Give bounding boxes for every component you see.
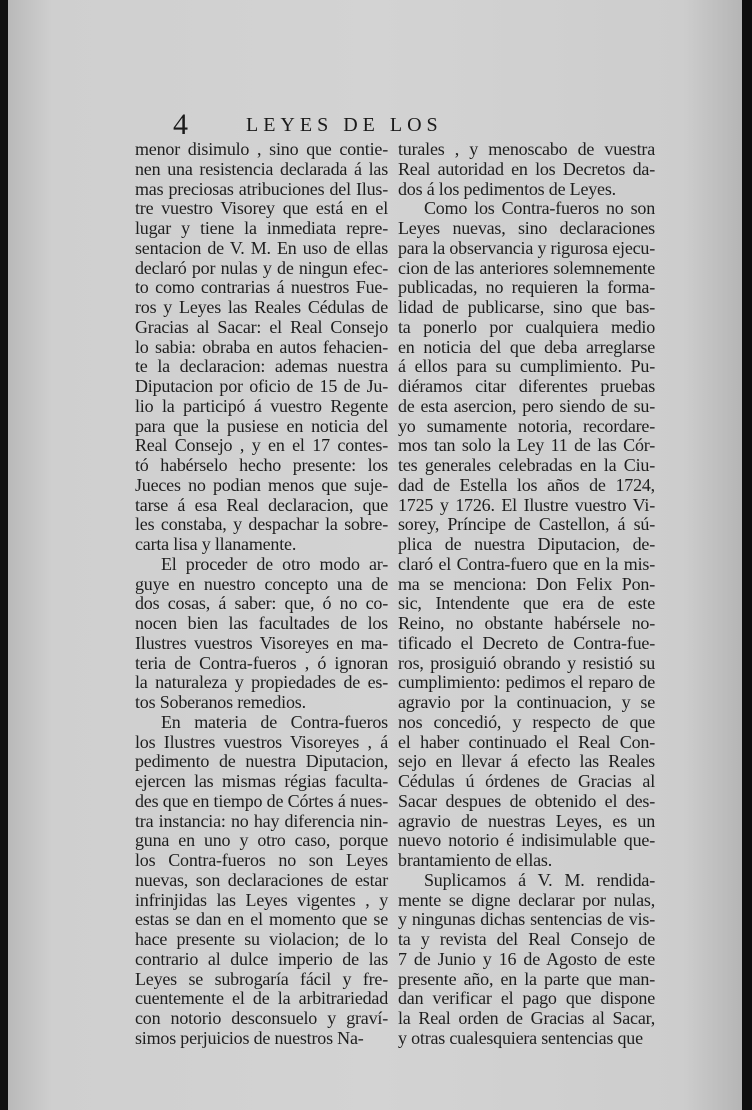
text-line: Suplicamos á V. M. rendida- (424, 869, 655, 890)
left-text-column (135, 140, 388, 1049)
text-line: lugar y tiene la inmediata repre- (135, 218, 388, 238)
text-line: hace presente su violacion; de lo (135, 929, 388, 949)
text-line: el haber continuado el Real Con- (398, 731, 655, 752)
text-line: en noticia del que deba arreglarse (398, 336, 655, 357)
text-line: 1725 y 1726. El Ilustre vuestro Vi- (398, 494, 655, 515)
text-line: estas se dan en el momento que se (135, 909, 388, 930)
text-line: dos á los pedimentos de Leyes. (398, 178, 616, 199)
text-line: El proceder de otro modo ar- (161, 553, 388, 574)
text-line: lo sabia: obraba en autos fehacien- (135, 336, 388, 357)
text-line: Como los Contra-fueros no son (424, 198, 655, 219)
text-line: guye en nuestro concepto una de (135, 573, 388, 594)
text-line: cuentemente el de la arbitrariedad (135, 988, 388, 1009)
text-line: Sacar despues de obtenido el des- (398, 790, 655, 811)
text-line: les constaba, y despachar la sobre- (135, 514, 388, 535)
text-line: tes generales celebradas en la Ciu- (398, 455, 655, 475)
text-line: publicadas, no requieren la forma- (398, 277, 655, 298)
text-line: sorey, Príncipe de Castellon, á sú- (398, 514, 655, 535)
text-line: sejo en llevar á efecto las Reales (398, 751, 655, 772)
text-line: claró el Contra-fuero que en la mis- (398, 553, 655, 574)
text-line: presente año, en la parte que man- (398, 968, 655, 989)
text-line: teria de Contra-fueros , ó ignoran (135, 652, 388, 673)
text-line: tre vuestro Visorey que está en el (135, 198, 388, 219)
text-line: lio la participó á vuestro Regente (135, 395, 388, 416)
text-line: ta ponerlo por cualquiera medio (398, 316, 655, 337)
text-line: ejercen las mismas régias faculta- (135, 771, 388, 791)
text-line: des que en tiempo de Córtes á nues- (135, 790, 388, 811)
text-line: diéramos citar diferentes pruebas (398, 376, 655, 396)
text-line: ta y revista del Real Consejo de (398, 929, 655, 949)
text-line: tó habérselo hecho presente: los (135, 455, 388, 475)
scan-edge-right (742, 0, 752, 1110)
text-line: mos tan solo la Ley 11 de las Cór- (398, 435, 655, 456)
text-line: Real Consejo , y en el 17 contes- (135, 435, 388, 456)
text-line: turales , y menoscabo de vuestra (398, 139, 655, 159)
text-line: y otras cualesquiera sentencias que (398, 1027, 643, 1048)
text-line: En materia de Contra-fueros (161, 711, 388, 732)
text-line: cumplimiento: pedimos el reparo de (398, 672, 655, 693)
text-line: mente se digne declarar por nulas, (398, 889, 655, 910)
text-line: pedimento de nuestra Diputacion, (135, 751, 388, 772)
text-line: Leyes se subrogaría fácil y fre- (135, 968, 388, 989)
text-line: Reino, no obstante habérsele no- (398, 613, 655, 633)
text-line: nuevo notorio é indisimulable que- (398, 830, 655, 851)
page-number: 4 (173, 108, 188, 141)
text-line: Gracias al Sacar: el Real Consejo (135, 316, 388, 337)
text-line: mas preciosas atribuciones del Ilus- (135, 178, 388, 199)
text-line: simos perjuicios de nuestros Na- (135, 1027, 364, 1048)
text-line: to como contrarias á nuestros Fue- (135, 277, 388, 298)
text-line: la Real orden de Gracias al Sacar, (398, 1008, 655, 1028)
text-line: 7 de Junio y 16 de Agosto de este (398, 948, 655, 969)
text-line: Diputacion por oficio de 15 de Ju- (135, 376, 388, 396)
text-line: para que la pusiese en noticia del (135, 415, 388, 436)
text-line: Jueces no podian menos que suje- (135, 474, 388, 495)
text-line: menor disimulo , sino que contie- (135, 139, 388, 159)
text-line: Ilustres vuestros Visoreyes en ma- (135, 632, 388, 653)
text-line: sentacion de V. M. En uso de ellas (135, 237, 388, 258)
text-line: nocen bien las facultades de los (135, 613, 388, 633)
text-line: Cédulas ú órdenes de Gracias al (398, 771, 655, 791)
text-line: sic, Intendente que era de este (398, 593, 655, 614)
text-line: tificado el Decreto de Contra-fue- (398, 632, 655, 653)
text-line: dad de Estella los años de 1724, (398, 474, 655, 495)
text-line: lidad de publicarse, sino que bas- (398, 297, 655, 317)
text-line: agravio por la continuacion, y se (398, 692, 655, 712)
text-line: ros, prosiguió obrando y resistió su (398, 652, 655, 673)
text-line: declaró por nulas y de ningun efec- (135, 257, 388, 278)
right-text-column (398, 140, 655, 1049)
text-line: la naturaleza y propiedades de es- (135, 672, 388, 693)
text-line: tarse á esa Real declaracion, que (135, 494, 388, 515)
text-line: tra instancia: no hay diferencia nin- (135, 810, 388, 831)
text-line: carta lisa y llanamente. (135, 534, 297, 554)
text-line: los Ilustres vuestros Visoreyes , á (135, 731, 388, 752)
text-line: brantamiento de ellas. (398, 850, 553, 870)
text-line: guna en uno y otro caso, porque (135, 830, 388, 851)
running-title: LEYES DE LOS (246, 114, 443, 136)
text-line: dos cosas, á saber: que, ó no co- (135, 593, 388, 614)
scan-edge-left (0, 0, 8, 1110)
text-line: y ningunas dichas sentencias de vis- (398, 909, 655, 930)
text-line: Leyes nuevas, sino declaraciones (398, 218, 655, 238)
text-line: Real autoridad en los Decretos da- (398, 158, 655, 179)
text-line: para la observancia y rigurosa ejecu- (398, 237, 655, 258)
text-line: infrinjidas las Leyes vigentes , y (135, 889, 388, 910)
text-line: dan verificar el pago que dispone (398, 988, 655, 1009)
text-line: de esta asercion, pero siendo de su- (398, 395, 655, 416)
text-line: ma se menciona: Don Felix Pon- (398, 573, 655, 594)
text-line: contrario al dulce imperio de las (135, 948, 388, 969)
text-line: con notorio desconsuelo y graví- (135, 1008, 388, 1028)
text-line: á ellos para su cumplimiento. Pu- (398, 356, 655, 377)
text-line: los Contra-fueros no son Leyes (135, 850, 388, 870)
text-line: yo sumamente notoria, recordare- (398, 415, 655, 436)
text-line: ros y Leyes las Reales Cédulas de (135, 297, 388, 317)
text-line: plica de nuestra Diputacion, de- (398, 534, 655, 554)
text-line: cion de las anteriores solemnemente (398, 257, 655, 278)
text-line: agravio de nuestras Leyes, es un (398, 810, 655, 831)
text-line: tos Soberanos remedios. (135, 692, 306, 712)
text-line: nuevas, son declaraciones de estar (135, 869, 388, 890)
text-line: nos concedió, y respecto de que (398, 711, 655, 732)
text-line: nen una resistencia declarada á las (135, 158, 388, 179)
text-line: te la declaracion: ademas nuestra (135, 356, 388, 377)
